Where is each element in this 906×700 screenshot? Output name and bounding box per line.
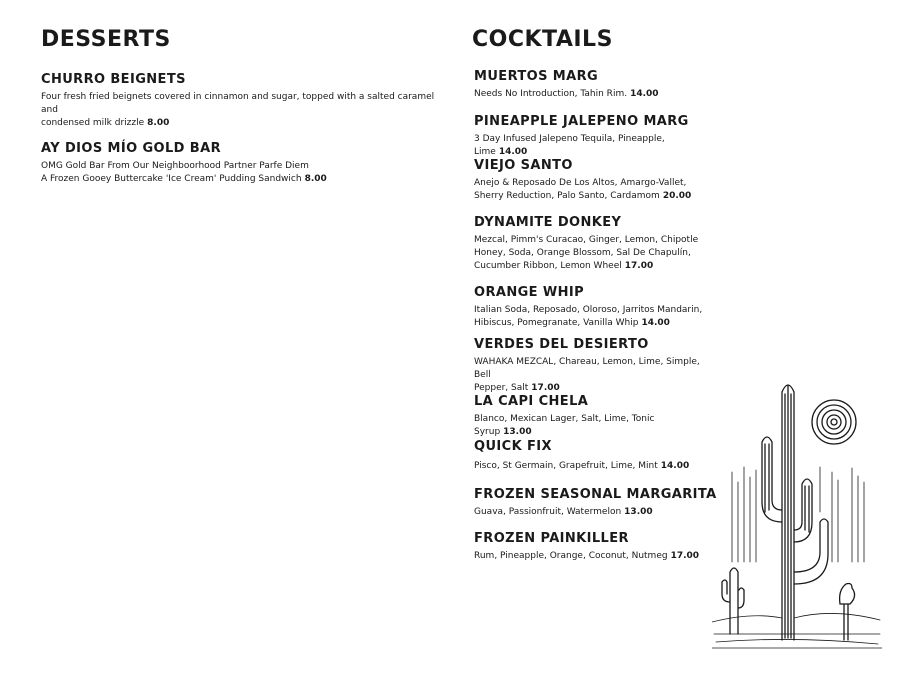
dessert-item-gold-bar xyxy=(41,141,327,186)
cocktail-item-orange-whip xyxy=(474,285,702,330)
item-price: 13.00 xyxy=(503,427,532,437)
item-description: Rum, Pineapple, Orange, Coconut, Nutmeg 17.00 xyxy=(474,551,700,561)
item-price: 20.00 xyxy=(662,191,692,201)
item-name: CHURRO BEIGNETS xyxy=(41,72,186,87)
cocktail-item-frozen-painkiller xyxy=(474,531,699,563)
item-name: MUERTOS MARG xyxy=(474,69,599,84)
cocktail-item-verdes-del-desierto xyxy=(474,337,714,395)
sun-icon xyxy=(812,400,856,444)
item-description: Blanco, Mexican Lager, Salt, Lime, Tonic Syrup 13.00 xyxy=(474,414,655,437)
cocktail-item-pineapple-jalepeno-marg xyxy=(474,114,714,159)
item-description: WAHAKA MEZCAL, Chareau, Lemon, Lime, Simple, Bell Pepper, Salt 17.00 xyxy=(474,357,700,393)
item-price: 14.00 xyxy=(630,89,659,99)
item-name: ORANGE WHIP xyxy=(474,285,585,300)
item-description: Anejo & Reposado De Los Altos, Amargo-Vallet, Sherry Reduction, Palo Santo, Cardamom 20.00 xyxy=(474,178,692,201)
item-name: VERDES DEL DESIERTO xyxy=(474,337,649,352)
item-description: Guava, Passionfruit, Watermelon 13.00 xyxy=(474,507,653,517)
item-description: Italian Soda, Reposado, Oloroso, Jarritos Mandarin, Hibiscus, Pomegranate, Vanilla Whip 14.00 xyxy=(474,305,703,328)
item-price: 17.00 xyxy=(670,551,700,561)
cocktails-title: COCKTAILS xyxy=(472,27,613,52)
item-description: Mezcal, Pimm's Curacao, Ginger, Lemon, Chipotle Honey, Soda, Orange Blossom, Sal De Chapulín, Cucumber Ribbon, Lemon Wheel 17.00 xyxy=(474,235,699,271)
cocktail-item-la-capi-chela xyxy=(474,394,714,439)
desserts-title: DESSERTS xyxy=(41,27,171,52)
cactus-desert-sun-illustration-icon xyxy=(712,372,882,652)
item-name: FROZEN SEASONAL MARGARITA xyxy=(474,487,717,502)
item-description: Four fresh fried beignets covered in cinnamon and sugar, topped with a salted caramel and condensed milk drizzle 8.00 xyxy=(41,92,435,128)
item-description: Pisco, St Germain, Grapefruit, Lime, Mint 14.00 xyxy=(474,461,690,471)
dessert-item-churro-beignets xyxy=(41,72,441,130)
item-name: FROZEN PAINKILLER xyxy=(474,531,629,546)
item-name: PINEAPPLE JALEPENO MARG xyxy=(474,114,689,129)
item-name: DYNAMITE DONKEY xyxy=(474,215,622,230)
item-price: 17.00 xyxy=(531,383,560,393)
item-price: 8.00 xyxy=(147,118,170,128)
item-description: OMG Gold Bar From Our Neighboorhood Partner Parfe Diem A Frozen Gooey Buttercake 'Ice Cream' Pudding Sandwich 8.00 xyxy=(41,161,327,184)
item-name: QUICK FIX xyxy=(474,439,552,454)
item-price: 13.00 xyxy=(624,507,653,517)
item-name: VIEJO SANTO xyxy=(474,158,573,173)
item-price: 14.00 xyxy=(498,147,528,157)
bird-icon xyxy=(840,584,855,641)
cocktail-item-dynamite-donkey xyxy=(474,215,698,273)
item-description: 3 Day Infused Jalepeno Tequila, Pineapple, Lime 14.00 xyxy=(474,134,665,157)
item-description: Needs No Introduction, Tahin Rim. 14.00 xyxy=(474,89,659,99)
item-price: 14.00 xyxy=(660,461,690,471)
item-name: AY DIOS MÍO GOLD BAR xyxy=(41,141,221,156)
item-price: 14.00 xyxy=(641,318,670,328)
item-price: 8.00 xyxy=(304,174,327,184)
item-price: 17.00 xyxy=(624,261,654,271)
small-cactus-icon xyxy=(722,568,744,634)
cocktail-item-viejo-santo xyxy=(474,158,691,203)
cocktail-item-quick-fix xyxy=(474,439,689,473)
cocktail-item-muertos-marg xyxy=(474,69,659,101)
cocktail-item-frozen-seasonal-margarita xyxy=(474,487,717,519)
item-name: LA CAPI CHELA xyxy=(474,394,589,409)
saguaro-cactus-icon xyxy=(762,385,828,640)
